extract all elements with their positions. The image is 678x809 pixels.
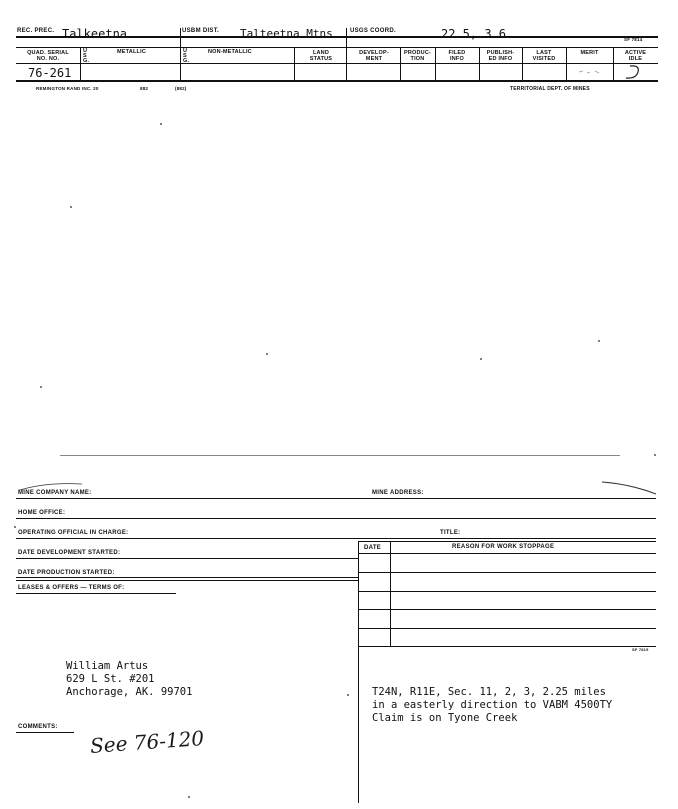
comments-label: COMMENTS: bbox=[18, 724, 58, 730]
date-column-header: DATE bbox=[364, 545, 382, 551]
printer-label: REMINGTON RAND INC. 20 bbox=[36, 86, 99, 91]
divider bbox=[80, 47, 81, 81]
divider bbox=[16, 558, 358, 559]
scan-speck bbox=[160, 123, 162, 125]
divider bbox=[16, 518, 656, 519]
faint-rule bbox=[60, 455, 620, 456]
department-label: TERRITORIAL DEPT. OF MINES bbox=[510, 86, 590, 92]
col-usg-2: U S G. bbox=[183, 48, 190, 64]
title-label: TITLE: bbox=[440, 530, 461, 536]
scan-speck bbox=[654, 454, 656, 456]
curve-mark bbox=[600, 478, 660, 498]
merit-mark bbox=[575, 64, 611, 78]
location-line-1: T24N, R11E, Sec. 11, 2, 3, 2.25 miles bbox=[372, 686, 606, 698]
col-filed-info: FILED INFO bbox=[448, 50, 466, 62]
owner-city: Anchorage, AK. 99701 bbox=[66, 686, 193, 698]
active-idle-mark bbox=[612, 63, 658, 81]
scan-speck bbox=[14, 526, 16, 528]
mine-address-label: MINE ADDRESS: bbox=[372, 490, 424, 496]
usgs-coord-label: USGS COORD. bbox=[350, 28, 396, 34]
divider bbox=[16, 538, 656, 539]
col-non-metallic: NON-METALLIC bbox=[208, 49, 252, 55]
divider bbox=[390, 541, 391, 646]
home-office-label: HOME OFFICE: bbox=[18, 510, 66, 516]
location-line-2: in a easterly direction to VABM 4500TY bbox=[372, 699, 613, 711]
divider bbox=[16, 580, 358, 581]
owner-street: 629 L St. #201 bbox=[66, 673, 155, 685]
col-production: PRODUC- TION bbox=[403, 50, 432, 62]
divider bbox=[358, 541, 359, 803]
pen-stroke bbox=[16, 478, 86, 492]
leases-label: LEASES & OFFERS — TERMS OF: bbox=[18, 585, 125, 591]
divider bbox=[358, 541, 656, 542]
col-published-info: PUBLISH- ED INFO bbox=[486, 50, 515, 62]
divider bbox=[358, 628, 656, 629]
header-row-rule bbox=[16, 47, 658, 48]
col-active-idle: ACTIVE IDLE bbox=[624, 50, 647, 62]
divider bbox=[180, 28, 181, 81]
divider bbox=[358, 553, 656, 554]
record-bottom-rule bbox=[16, 80, 658, 82]
rec-prec-value: Talkeetna bbox=[62, 27, 128, 41]
usgs-coord-value: 22.5, 3.6 bbox=[441, 27, 507, 41]
divider bbox=[16, 498, 656, 499]
col-land-status: LAND STATUS bbox=[309, 50, 333, 62]
col-quad-serial: QUAD. SERIAL NO. NO. bbox=[27, 50, 69, 62]
comments-handwriting: See 76-120 bbox=[89, 726, 205, 758]
divider bbox=[358, 609, 656, 610]
usbm-dist-value: Talteetna Mtns bbox=[240, 27, 333, 40]
scan-speck bbox=[598, 340, 600, 342]
columns-row-rule bbox=[16, 63, 658, 64]
reason-column-header: REASON FOR WORK STOPPAGE bbox=[452, 544, 555, 550]
divider bbox=[358, 591, 656, 592]
divider bbox=[16, 577, 358, 578]
printer-code-1: 882 bbox=[140, 86, 149, 91]
scan-speck bbox=[40, 386, 42, 388]
record-serial: 76-261 bbox=[28, 66, 72, 80]
divider bbox=[16, 593, 176, 594]
col-metallic: METALLIC bbox=[117, 49, 146, 55]
form-number-top: SF 7814 bbox=[624, 37, 643, 42]
scan-speck bbox=[70, 206, 72, 208]
usbm-dist-label: USBM DIST. bbox=[182, 28, 220, 34]
date-dev-started-label: DATE DEVELOPMENT STARTED: bbox=[18, 550, 121, 556]
operating-official-label: OPERATING OFFICIAL IN CHARGE: bbox=[18, 530, 129, 536]
scan-speck bbox=[347, 694, 349, 696]
col-merit: MERIT bbox=[580, 50, 599, 56]
divider bbox=[358, 646, 656, 647]
col-last-visited: LAST VISITED bbox=[532, 50, 556, 62]
mine-company-name-label: MINE COMPANY NAME: bbox=[18, 490, 92, 496]
owner-name: William Artus bbox=[66, 660, 149, 672]
location-line-3: Claim is on Tyone Creek bbox=[372, 712, 518, 724]
scan-speck bbox=[188, 796, 190, 798]
col-usg-1: U S G. bbox=[83, 48, 90, 64]
rec-prec-label: REC. PREC. bbox=[17, 28, 55, 34]
divider bbox=[294, 47, 295, 81]
scan-speck bbox=[266, 353, 268, 355]
divider bbox=[16, 732, 74, 733]
scan-speck bbox=[480, 358, 482, 360]
divider bbox=[358, 572, 656, 573]
date-prod-started-label: DATE PRODUCTION STARTED: bbox=[18, 570, 115, 576]
divider bbox=[346, 28, 347, 81]
col-development: DEVELOP- MENT bbox=[359, 50, 389, 62]
printer-code-2: (882) bbox=[175, 86, 187, 91]
form-number-bottom: SF 7815 bbox=[632, 647, 649, 652]
